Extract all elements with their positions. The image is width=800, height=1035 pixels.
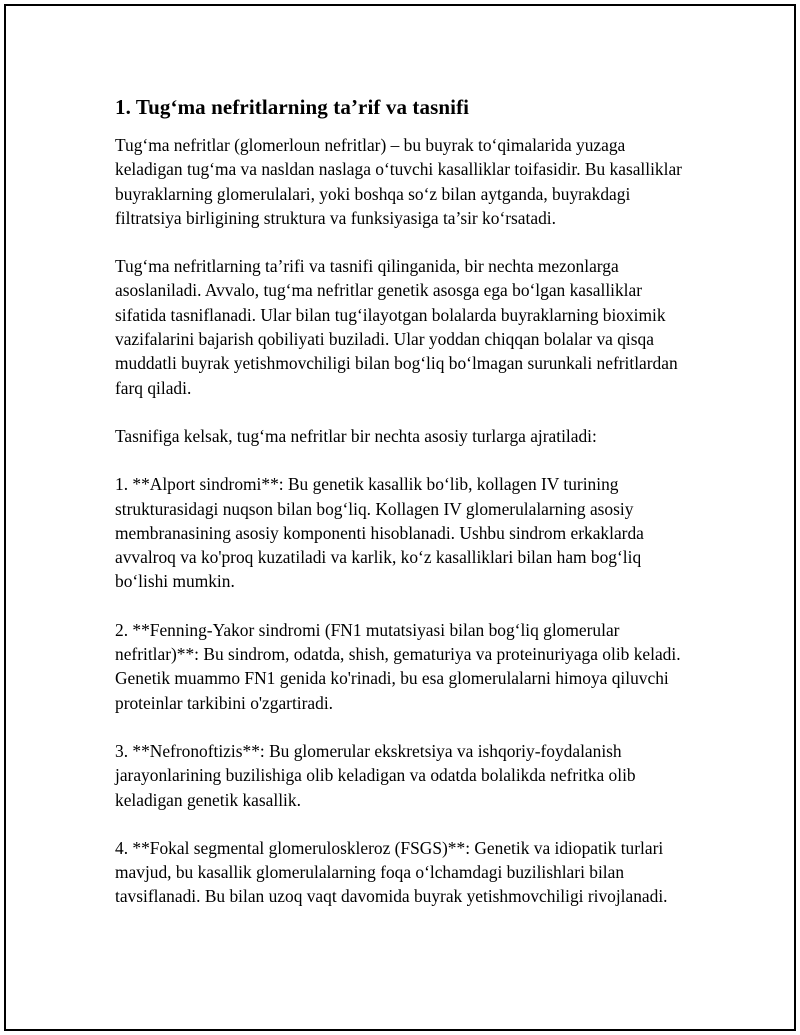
list-item-nefronoftizis: 3. **Nefronoftizis**: Bu glomerular ekskretsiya va ishqoriy-foydalanish jarayonlarining buzilishiga olib keladigan va odatda bolalikda nefritka olib keladigan genetik kasallik.: [115, 740, 636, 810]
paragraph-classification-intro: Tasnifiga kelsak, tug‘ma nefritlar bir nechta asosiy turlarga ajratiladi:: [115, 425, 597, 446]
list-item-fenning-yakor: 2. **Fenning-Yakor sindromi (FN1 mutatsiyasi bilan bog‘liq glomerular nefritlar)**: Bu sindrom, odatda, shish, gematuriya va proteinuriyaga olib keladi. Genetik muammo FN1 genida ko'rinadi, bu esa glomerulalarni himoya qiluvchi proteinlar tarkibini o'zgartiradi.: [115, 619, 681, 713]
paragraph-definition: Tug‘ma nefritlarning ta’rifi va tasnifi qilinganida, bir nechta mezonlarga asoslaniladi. Avvalo, tug‘ma nefritlar genetik asosga ega bo‘lgan kasalliklar sifatida tasniflanadi. Ular bilan tug‘ilayotgan bolalarda buyraklarning bioximik vazifalarini bajarish qobiliyati buziladi. Ular yoddan chiqqan bolalar va qisqa muddatli buyrak yetishmovchiligi bilan bog‘liq bo‘lmagan surunkali nefritlardan farq qiladi.: [115, 256, 678, 398]
list-item-alport: 1. **Alport sindromi**: Bu genetik kasallik bo‘lib, kollagen IV turining strukturasidagi nuqson bilan bog‘liq. Kollagen IV glomerulalarning asosiy membranasining asosiy komponenti hisoblanadi. Ushbu sindrom erkaklarda avvalroq va ko'proq kuzatiladi va karlik, ko‘z kasalliklari bilan ham bog‘liq bo‘lishi mumkin.: [115, 474, 644, 592]
document-title: 1. Tug‘ma nefritlarning ta’rif va tasnifi: [115, 95, 470, 119]
list-item-fsgs: 4. **Fokal segmental glomeruloskleroz (FSGS)**: Genetik va idiopatik turlari mavjud, bu kasallik glomerulalarning foqa o‘lchamdagi buzilishlari bilan tavsiflanadi. Bu bilan uzoq vaqt davomida buyrak yetishmovchiligi rivojlanadi.: [115, 837, 668, 907]
paragraph-intro: Tug‘ma nefritlar (glomerloun nefritlar) – bu buyrak to‘qimalarida yuzaga keladigan tug‘ma va nasldan naslaga o‘tuvchi kasalliklar toifasidir. Bu kasalliklar buyraklarning glomerulalari, yoki boshqa so‘z bilan aytganda, buyrakdagi filtratsiya birligining struktura va funksiyasiga ta’sir ko‘rsatadi.: [115, 135, 682, 228]
document-body: [115, 93, 690, 933]
